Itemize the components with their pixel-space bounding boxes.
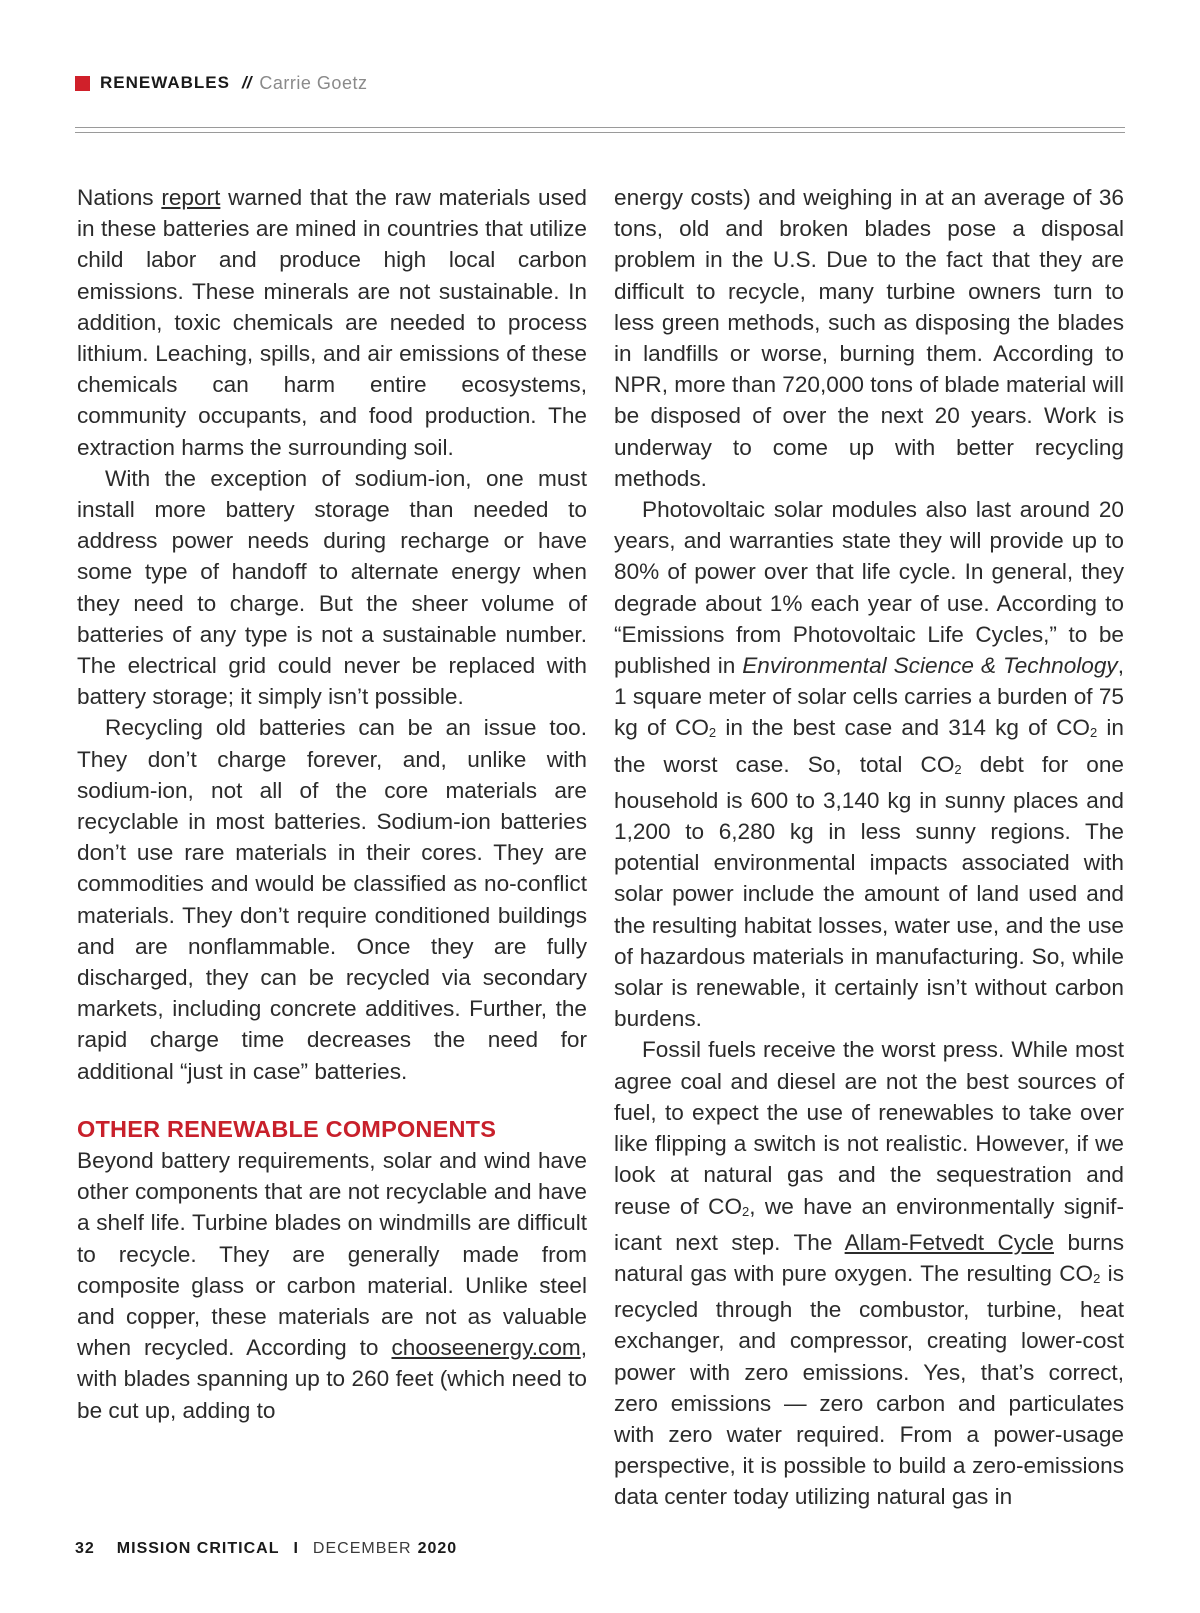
- text: warned that the raw materials used in these batteries are mined in countries that utilize child labor and produce high local carbon emissions. These minerals are not sustainable. In addition, toxic chemicals are needed to process lithium. Leaching, spills, and air emissions of these chemicals can harm entire ecosystems, community occupants, and food production. The extraction harms the surrounding soil.: [77, 185, 587, 460]
- header-rule-top: [75, 127, 1125, 128]
- paragraph: Recycling old batteries can be an issue too. They don’t charge forever, and, unlike with sodium-ion, not all of the core materials are recyclable in most batteries. Sodium-ion batteries don’t use rare materials in their cores. They are commodities and would be classified as no-conflict materials. They don’t require conditioned buildings and are nonflammable. Once they are fully discharged, they can be recycled via secondary markets, including concrete additives. Further, the rapid charge time decreases the need for additional “just in case” batteries.: [77, 715, 587, 1084]
- text: , with blades spanning up to 260 feet (which need to be cut up, adding to: [77, 1335, 587, 1423]
- subscript: 2: [1090, 725, 1098, 741]
- chooseenergy-link[interactable]: chooseenergy.com: [391, 1335, 581, 1361]
- text: , 1 square meter of solar cells carries a burden of 75 kg of CO: [614, 653, 1124, 741]
- journal-title: Environmental Science & Technology: [742, 653, 1118, 679]
- paragraph: [614, 494, 1124, 1034]
- text: Fossil fuels receive the worst press. While most agree coal and diesel are not the best sources of fuel, to expect the use of renewables to take over like flipping a switch is not realistic. However, if we look at natural gas and the sequestration and reuse of CO: [614, 1037, 1124, 1219]
- footer-separator: I: [293, 1540, 299, 1557]
- text: in the best case and 314 kg of CO: [716, 715, 1090, 741]
- subscript: 2: [742, 1203, 750, 1219]
- header-separator: //: [241, 73, 252, 92]
- header-rule-bottom: [75, 132, 1125, 133]
- right-column: [614, 182, 1124, 1513]
- allam-fetvedt-link[interactable]: Allam-Fetvedt Cycle: [844, 1229, 1054, 1255]
- section-heading: OTHER RENEWABLE COMPONENTS: [77, 1115, 497, 1142]
- section-marker-icon: [75, 76, 90, 91]
- text: debt for one household is 600 to 3,140 kg in sunny places and 1,200 to 6,280 kg in less sunny regions. The potential environmental impacts associated with solar power include the amount of land used and the resulting habitat losses, water use, and the use of hazardous materials in manufacturing. So, while solar is renewable, it certainly isn’t without carbon burdens.: [614, 751, 1124, 1032]
- subscript: 2: [1093, 1270, 1101, 1286]
- page-footer: [75, 1540, 457, 1558]
- text: is recycled through the combustor, turbine, heat exchanger, and compressor, creating lower-cost power with zero emissions. Yes, that’s correct, zero emissions — zero carbon and particulates with zero water required. From a power-usage perspective, it is possible to build a zero-emissions data center today utilizing natural gas in: [614, 1260, 1124, 1510]
- left-column: [77, 182, 587, 1426]
- text: in the worst case. So, total CO: [614, 715, 1124, 777]
- subscript: 2: [954, 761, 962, 777]
- paragraph: [77, 182, 587, 463]
- running-header: [75, 70, 367, 96]
- paragraph: energy costs) and weighing in at an average of 36 tons, old and broken blades pose a disposal problem in the U.S. Due to the fact that they are difficult to recycle, many turbine owners turn to less green methods, such as disposing the blades in landfills or worse, burning them. According to NPR, more than 720,000 tons of blade material will be disposed of over the next 20 years. Work is underway to come up with better recycling methods.: [614, 185, 1124, 491]
- paragraph: [77, 1145, 587, 1426]
- text: Beyond battery requirements, solar and wind have other components that are not recyclable and have a shelf life. Turbine blades on windmills are difficult to recycle. They are generally made from composite glass or carbon material. Unlike steel and copper, these materials are not as valuable when recycled. According to: [77, 1147, 587, 1361]
- magazine-name: MISSION CRITICAL: [116, 1540, 280, 1557]
- paragraph: With the exception of sodium-ion, one must install more battery storage than needed to address power needs during recharge or have some type of handoff to alternate energy when they need to charge. But the sheer volume of batteries of any type is not a sustainable number. The electrical grid could never be replaced with battery storage; it simply isn’t possible.: [77, 465, 587, 710]
- text: burns natural gas with pure oxygen. The resulting CO: [614, 1229, 1124, 1286]
- report-link[interactable]: report: [161, 185, 221, 210]
- text: Photovoltaic solar modules also last around 20 years, and warranties state they will provide up to 80% of power over that life cycle. In general, they degrade about 1% each year of use. According to “Emissions from Photovoltaic Life Cycles,” to be published in: [614, 497, 1124, 679]
- section-name: RENEWABLES: [100, 73, 230, 92]
- page-number: 32: [75, 1540, 95, 1557]
- issue-month: DECEMBER: [312, 1540, 412, 1557]
- author-name: Carrie Goetz: [259, 72, 368, 93]
- subscript: 2: [708, 725, 717, 741]
- issue-year: 2020: [417, 1540, 458, 1557]
- text: Nations: [77, 185, 162, 210]
- text: , we have an environmentally significant next step. The: [614, 1193, 1124, 1255]
- paragraph: [614, 1034, 1124, 1512]
